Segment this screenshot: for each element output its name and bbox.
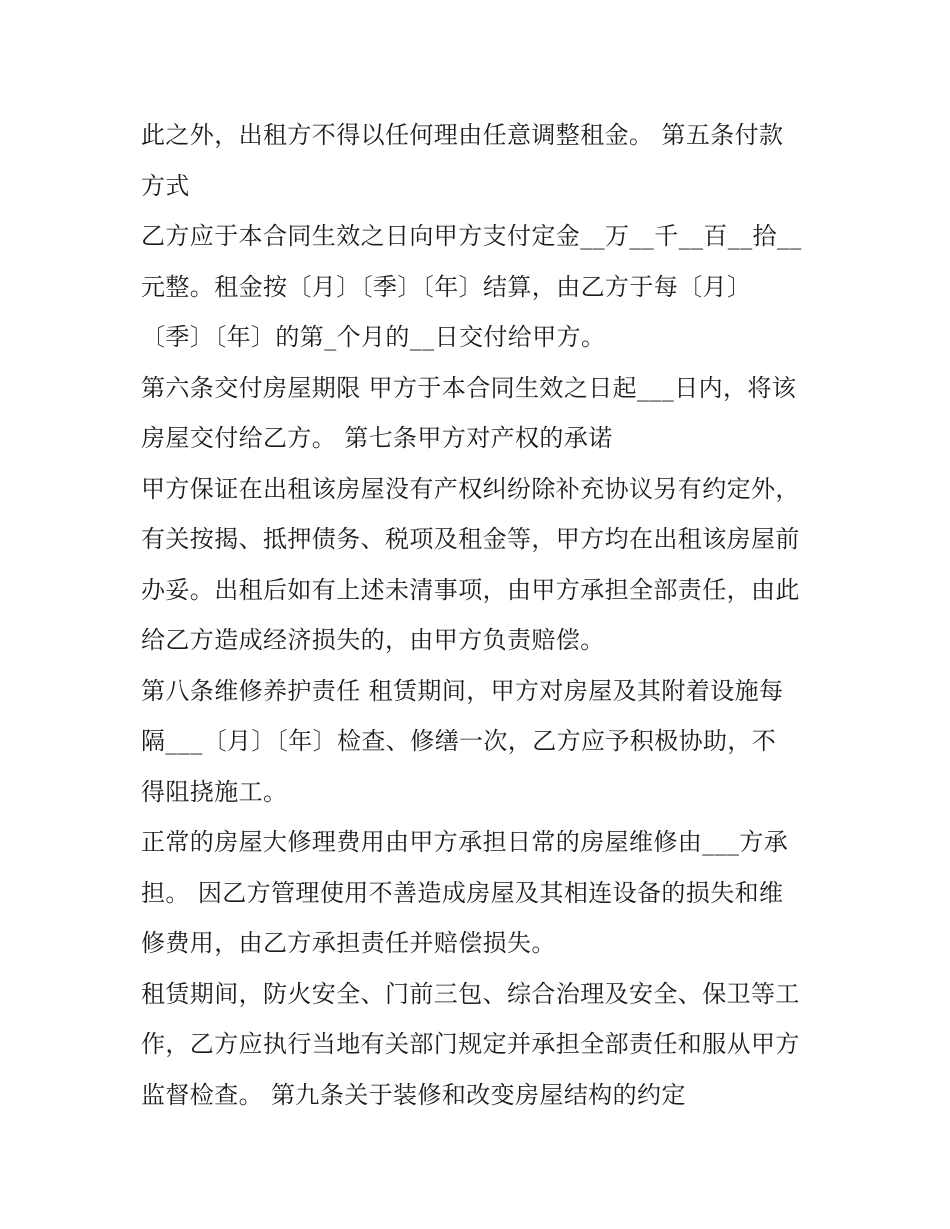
text-line: 有关按揭、抵押债务、税项及租金等，甲方均在出租该房屋前 — [141, 525, 800, 553]
contract-text-body — [141, 110, 821, 1120]
text-line: 第八条维修养护责任 租赁期间，甲方对房屋及其附着设施每 — [141, 676, 784, 705]
text-line: 得阻挠施工。 — [141, 777, 288, 806]
text-line: 给乙方造成经济损失的，由甲方负责赔偿。 — [141, 626, 605, 654]
text-line: 担。 因乙方管理使用不善造成房屋及其相连设备的损失和维 — [141, 878, 784, 907]
text-line: 监督检查。 第九条关于装修和改变房屋结构的约定 — [141, 1080, 686, 1109]
text-line: 乙方应于本合同生效之日向甲方支付定金__万__千__百__拾__ — [141, 222, 802, 250]
text-line: 方式 — [141, 171, 190, 200]
text-line: 房屋交付给乙方。 第七条甲方对产权的承诺 — [141, 424, 613, 452]
text-line: 办妥。出租后如有上述未清事项，由甲方承担全部责任，由此 — [141, 575, 800, 604]
text-line: 租赁期间，防火安全、门前三包、综合治理及安全、保卫等工 — [141, 979, 800, 1008]
text-line: 此之外，出租方不得以任何理由任意调整租金。 第五条付款 — [141, 121, 784, 149]
text-line: 元整。租金按〔月〕〔季〕〔年〕结算，由乙方于每〔月〕 — [141, 272, 752, 301]
text-line: 隔___〔月〕〔年〕检查、修缮一次，乙方应予积极协助，不 — [141, 727, 777, 755]
text-line: 〔季〕〔年〕的第_个月的__日交付给甲方。 — [141, 323, 606, 351]
text-line: 修费用，由乙方承担责任并赔偿损失。 — [141, 929, 556, 957]
text-line: 正常的房屋大修理费用由甲方承担日常的房屋维修由___方承 — [141, 828, 789, 856]
text-line: 第六条交付房屋期限 甲方于本合同生效之日起___日内，将该 — [141, 373, 797, 402]
text-line: 作，乙方应执行当地有关部门规定并承担全部责任和服从甲方 — [141, 1030, 800, 1058]
text-line: 甲方保证在出租该房屋没有产权纠纷除补充协议另有约定外， — [141, 474, 800, 503]
